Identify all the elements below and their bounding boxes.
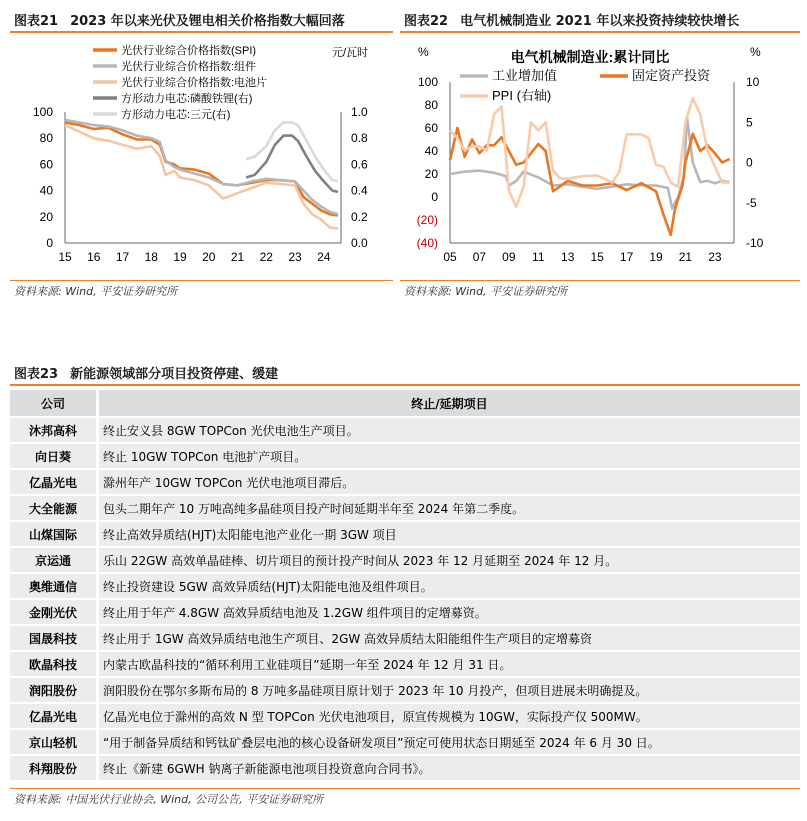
fig21-x-tick-label: 24	[317, 250, 331, 264]
fig22-chart-title: 电气机械制造业:累计同比	[510, 49, 670, 65]
fig22-left-unit: %	[418, 45, 429, 59]
fig22-source: 资料来源: Wind, 平安证券研究所	[404, 285, 568, 298]
fig23-bottom-rule	[10, 788, 800, 789]
fig21-left-tick-label: 60	[39, 157, 53, 172]
fig21-title	[14, 10, 345, 29]
fig21-series-line-3	[246, 136, 338, 192]
company-cell: 山煤国际	[10, 522, 99, 546]
fig21-bottom-rule	[10, 280, 393, 281]
fig21-top-rule	[10, 31, 393, 33]
fig23-top-rule	[10, 384, 800, 386]
fig21-chart	[10, 36, 393, 276]
header-project: 终止/延期项目	[99, 390, 800, 416]
fig21-right-tick-label: 0.4	[351, 183, 368, 198]
table-row	[10, 444, 800, 468]
fig21-x-tick-label: 23	[288, 250, 302, 264]
fig22-x-tick-label: 17	[619, 250, 634, 264]
fig22-x-tick-label: 11	[532, 250, 545, 264]
fig21-axes	[65, 112, 341, 243]
fig21-x-tick-label: 15	[58, 250, 72, 264]
fig22-right-tick-label: 5	[746, 115, 753, 130]
fig21-x-tick-label: 18	[144, 250, 158, 264]
fig21-right-tick-label: 0.8	[351, 131, 368, 146]
fig21-left-tick-label: 40	[39, 183, 53, 198]
fig21-right-tick-label: 0.2	[351, 209, 368, 224]
fig22-x-tick-label: 23	[708, 250, 722, 264]
fig22-x-tick-label: 21	[678, 250, 693, 264]
fig21-legend-label: 方形动力电芯:三元(右)	[121, 109, 231, 121]
fig21-x-tick-label: 19	[173, 250, 187, 264]
project-cell: 终止 10GW TOPCon 电池扩产项目。	[99, 444, 800, 468]
fig22-number: 图表22	[404, 14, 449, 29]
table-row	[10, 730, 800, 754]
fig22-x-tick-label: 09	[502, 250, 516, 264]
company-cell: 亿晶光电	[10, 470, 99, 494]
project-cell: 包头二期年产 10 万吨高纯多晶硅项目投产时间延期半年至 2024 年第二季度。	[99, 496, 800, 520]
fig21-legend-label: 光伏行业综合价格指数(SPI)	[121, 45, 257, 57]
project-cell: 终止高效异质结(HJT)太阳能电池产业化一期 3GW 项目	[99, 522, 800, 546]
fig21-right-tick-label: 1.0	[351, 105, 368, 119]
fig21-x-tick-label: 22	[259, 250, 273, 264]
table-row	[10, 678, 800, 702]
project-cell: 终止投资建设 5GW 高效异质结(HJT)太阳能电池及组件项目。	[99, 574, 800, 598]
project-cell: 终止用于年产 4.8GW 高效异质结电池及 1.2GW 组件项目的定增募资。	[99, 600, 800, 624]
company-cell: 向日葵	[10, 444, 99, 468]
project-cell: “用于制备异质结和钙钛矿叠层电池的核心设备研发项目”预定可使用状态日期延至 2024 年 6 月 30 日。	[99, 730, 800, 754]
table-row	[10, 600, 800, 624]
company-cell: 科翔股份	[10, 756, 99, 780]
table-row	[10, 652, 800, 676]
company-cell: 奥维通信	[10, 574, 99, 598]
fig22-bottom-rule	[400, 280, 800, 281]
fig22-x-tick-label: 15	[590, 250, 604, 264]
table-row	[10, 418, 800, 442]
table-row	[10, 522, 800, 546]
project-cell: 内蒙古欧晶科技的“循环利用工业硅项目”延期一年至 2024 年 12 月 31 日。	[99, 652, 800, 676]
fig22-right-tick-label: -10	[746, 236, 764, 250]
fig21-legend	[93, 43, 267, 121]
fig21-legend-label: 光伏行业综合价格指数:电池片	[121, 77, 268, 89]
fig22-left-tick-label: 100	[417, 75, 438, 89]
table-row	[10, 704, 800, 728]
project-table	[10, 388, 800, 782]
fig22-left-tick-label: 60	[424, 121, 438, 135]
fig21-left-tick-label: 80	[39, 131, 53, 146]
fig21-legend-label: 光伏行业综合价格指数:组件	[121, 61, 257, 73]
project-cell: 润阳股份在鄂尔多斯布局的 8 万吨多晶硅项目原计划于 2023 年 10 月投产，但项目进展未明确提及。	[99, 678, 800, 702]
fig22-right-tick-label: 0	[746, 155, 753, 170]
company-cell: 京山轻机	[10, 730, 99, 754]
fig23-number: 图表23	[14, 367, 59, 382]
company-cell: 金刚光伏	[10, 600, 99, 624]
fig21-series-line-1	[65, 120, 338, 214]
table-row	[10, 574, 800, 598]
fig21-source: 资料来源: Wind, 平安证券研究所	[14, 285, 178, 298]
company-cell: 欧晶科技	[10, 652, 99, 676]
project-cell: 终止用于 1GW 高效异质结电池生产项目、2GW 高效异质结太阳能组件生产项目的定增募资	[99, 626, 800, 650]
fig22-legend	[460, 68, 711, 103]
fig21-series-line-4	[246, 123, 338, 182]
fig22-right-tick-label: 10	[746, 75, 760, 89]
company-cell: 润阳股份	[10, 678, 99, 702]
fig22-series-lines	[450, 98, 730, 235]
fig22-series-line-1	[450, 128, 730, 235]
fig22-left-tick-label: 20	[424, 167, 438, 181]
fig22-x-tick-label: 07	[472, 250, 487, 264]
header-company: 公司	[10, 390, 99, 416]
project-cell: 乐山 22GW 高效单晶硅棒、切片项目的预计投产时间从 2023 年 12 月延期至 2024 年 12 月。	[99, 548, 800, 572]
fig22-title-text: 电气机械制造业 2021 年以来投资持续较快增长	[460, 14, 740, 29]
fig22-right-tick-label: -5	[746, 195, 757, 210]
company-cell: 国晟科技	[10, 626, 99, 650]
company-cell: 亿晶光电	[10, 704, 99, 728]
fig21-legend-label: 方形动力电芯:磷酸铁锂(右)	[121, 93, 253, 105]
table-row	[10, 470, 800, 494]
project-cell: 终止安义县 8GW TOPCon 光伏电池生产项目。	[99, 418, 800, 442]
fig22-x-tick-label: 05	[443, 250, 457, 264]
project-cell: 亿晶光电位于滁州的高效 N 型 TOPCon 光伏电池项目，原宣传规模为 10GW，实际投产仅 500MW。	[99, 704, 800, 728]
fig21-ticks	[33, 105, 368, 264]
company-cell: 京运通	[10, 548, 99, 572]
fig21-right-tick-label: 0.6	[351, 157, 368, 172]
fig22-legend-label: 固定资产投资	[632, 68, 711, 83]
fig22-ticks	[417, 75, 764, 264]
fig22-legend-label: 工业增加值	[492, 68, 558, 83]
fig22-left-tick-label: 40	[424, 144, 438, 158]
fig22-left-tick-label: 80	[424, 98, 438, 112]
fig21-series-line-0	[65, 123, 338, 216]
fig22-left-tick-label: (40)	[416, 236, 438, 250]
fig21-left-tick-label: 100	[32, 105, 53, 119]
project-cell: 终止《新建 6GWH 钠离子新能源电池项目投资意向合同书》。	[99, 756, 800, 780]
fig21-x-tick-label: 16	[87, 250, 101, 264]
fig22-top-rule	[400, 31, 800, 33]
fig22-chart	[400, 36, 800, 276]
table-header-row	[10, 390, 800, 416]
fig21-x-tick-label: 20	[202, 250, 216, 264]
fig21-left-tick-label: 20	[39, 209, 53, 224]
fig23-source: 资料来源: 中国光伏行业协会, Wind, 公司公告, 平安证券研究所	[14, 793, 324, 806]
company-cell: 大全能源	[10, 496, 99, 520]
fig22-right-unit: %	[750, 45, 761, 59]
fig22-title	[404, 10, 739, 29]
fig21-number: 图表21	[14, 14, 59, 29]
table-row	[10, 756, 800, 780]
fig21-x-tick-label: 21	[230, 250, 245, 264]
table-row	[10, 548, 800, 572]
fig23-title-text: 新能源领域部分项目投资停建、缓建	[70, 367, 279, 382]
fig22-x-tick-label: 13	[561, 250, 575, 264]
fig22-left-tick-label: 0	[431, 190, 438, 204]
fig21-x-tick-label: 17	[115, 250, 130, 264]
company-cell: 沐邦高科	[10, 418, 99, 442]
fig22-legend-label: PPI (右轴)	[492, 88, 552, 103]
table-row	[10, 496, 800, 520]
fig21-title-text: 2023 年以来光伏及锂电相关价格指数大幅回落	[70, 14, 345, 29]
fig23-title	[14, 363, 278, 382]
fig21-left-tick-label: 0	[46, 236, 53, 250]
fig21-right-tick-label: 0.0	[351, 236, 368, 250]
project-table-body	[10, 418, 800, 780]
project-cell: 滁州年产 10GW TOPCon 光伏电池项目滞后。	[99, 470, 800, 494]
fig21-series-lines	[65, 120, 338, 229]
fig21-unit-label: 元/瓦时	[332, 47, 369, 59]
fig22-left-tick-label: (20)	[416, 213, 438, 227]
table-row	[10, 626, 800, 650]
fig22-x-tick-label: 19	[649, 250, 663, 264]
